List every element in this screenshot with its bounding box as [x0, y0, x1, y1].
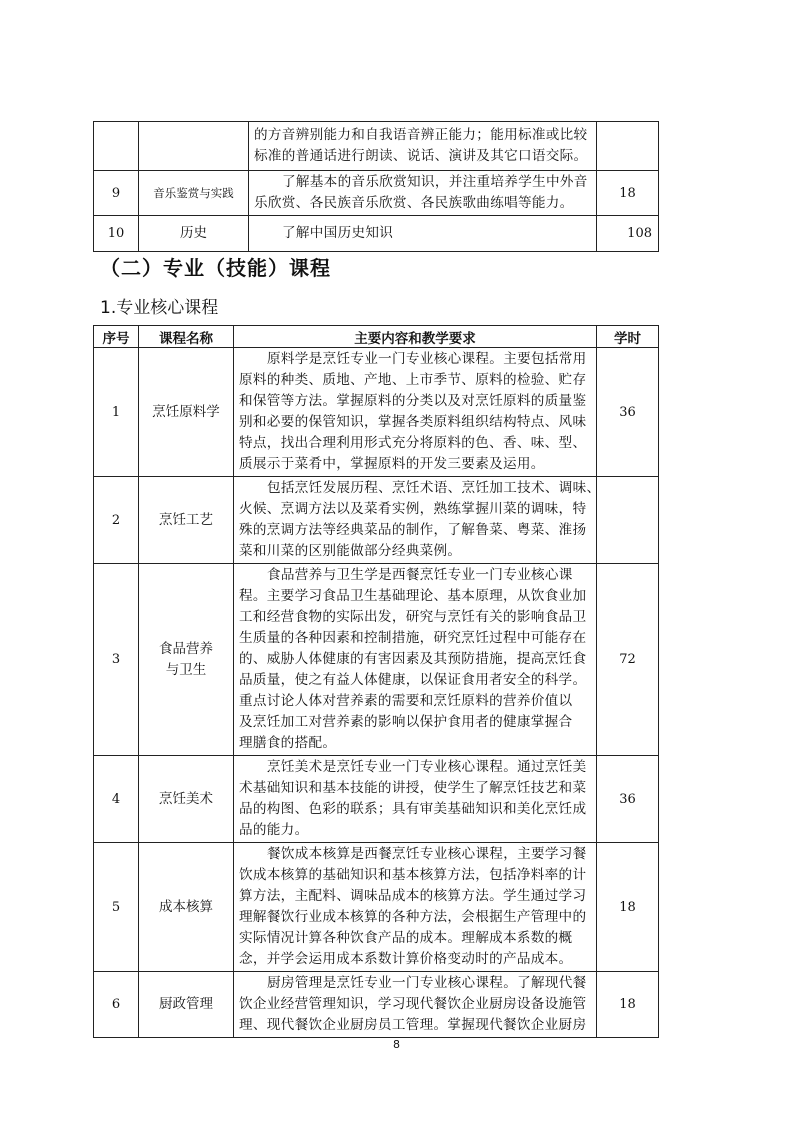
description-line: 烹饪美术是烹饪专业一门专业核心课程。通过烹饪美 — [267, 759, 587, 775]
description-line: 生质量的各种因素和控制措施，研究烹饪过程中可能存在 — [239, 630, 587, 646]
course-description — [234, 972, 597, 1038]
description-line: 术基础知识和基本技能的讲授，使学生了解烹饪技艺和菜 — [239, 780, 587, 796]
description-line: 饮企业经营管理知识，学习现代餐饮企业厨房设备设施管 — [239, 996, 587, 1012]
table-header-row — [94, 326, 659, 348]
core-courses-table — [93, 325, 659, 1038]
header-name: 课程名称 — [139, 326, 234, 348]
course-name — [139, 843, 234, 972]
course-name — [139, 122, 249, 171]
course-description — [234, 477, 601, 564]
course-hours: 36 — [597, 756, 659, 843]
course-name-line: 食品营养 — [159, 640, 213, 657]
course-description — [234, 756, 597, 843]
description-line: 厨房管理是烹饪专业一门专业核心课程。了解现代餐 — [267, 975, 587, 991]
course-name — [139, 756, 234, 843]
description-line: 理膳食的搭配。 — [239, 735, 337, 751]
course-hours: 18 — [597, 843, 659, 972]
description-line: 程。主要学习食品卫生基础理论、基本原理，从饮食业加 — [239, 588, 587, 604]
description-line: 品的构图、色彩的联系；具有审美基础知识和美化烹饪成 — [239, 801, 587, 817]
table-row — [94, 843, 659, 972]
course-description — [234, 843, 597, 972]
description-line: 了解基本的音乐欣赏知识，并注重培养学生中外音 — [282, 174, 588, 190]
course-name — [139, 477, 234, 564]
course-hours — [597, 477, 659, 564]
description-line: 特点，找出合理利用形式充分将原料的色、香、味、型、 — [239, 435, 587, 451]
description-line: 饮成本核算的基础知识和基本核算方法，包括净料率的计 — [239, 867, 587, 883]
description-line: 原料学是烹饪专业一门专业核心课程。主要包括常用 — [267, 351, 587, 367]
course-number: 2 — [94, 477, 139, 564]
course-name: 音乐鉴赏与实践 — [139, 171, 249, 216]
table-row — [94, 171, 659, 216]
course-number: 5 — [94, 843, 139, 972]
description-line: 质展示于菜肴中，掌握原料的开发三要素及运用。 — [239, 456, 545, 472]
description-line: 的、威胁人体健康的有害因素及其预防措施，提高烹饪食 — [239, 651, 587, 667]
course-name-line: 烹饪美术 — [159, 790, 213, 807]
description-line: 理解餐饮行业成本核算的各种方法，会根据生产管理中的 — [239, 909, 587, 925]
course-number — [94, 122, 139, 171]
description-line: 品质量，使之有益人体健康，以保证食用者安全的科学。 — [239, 672, 587, 688]
course-name-line: 成本核算 — [159, 898, 213, 915]
description-line: 餐饮成本核算是西餐烹饪专业核心课程，主要学习餐 — [267, 846, 587, 862]
description-line: 别和必要的保管知识，掌握各类原料组织结构特点、风味 — [239, 414, 587, 430]
description-line: 殊的烹调方法等经典菜品的制作，了解鲁菜、粤菜、淮扬 — [239, 522, 587, 538]
course-name-line: 烹饪工艺 — [159, 511, 213, 528]
course-number: 4 — [94, 756, 139, 843]
course-hours: 72 — [597, 564, 659, 756]
course-description — [234, 348, 597, 477]
course-number: 1 — [94, 348, 139, 477]
header-num: 序号 — [94, 326, 139, 348]
description-line: 食品营养与卫生学是西餐烹饪专业一门专业核心课 — [267, 567, 573, 583]
description-line: 原料的种类、质地、产地、上市季节、原料的检验、贮存 — [239, 372, 587, 388]
description-line: 算方法，主配料、调味品成本的核算方法。学生通过学习 — [239, 888, 587, 904]
table-row — [94, 348, 659, 477]
description-line: 的方音辨别能力和自我语音辨正能力；能用标准或比较 — [254, 127, 588, 143]
course-hours: 18 — [597, 972, 659, 1038]
table-row — [94, 972, 659, 1038]
course-number: 3 — [94, 564, 139, 756]
description-line: 包括烹饪发展历程、烹饪术语、烹饪加工技术、调味、 — [267, 480, 601, 496]
course-hours — [597, 122, 659, 171]
section-heading: （二）专业（技能）课程 — [100, 256, 331, 280]
description-line: 念，并学会运用成本系数计算价格变动时的产品成本。 — [239, 951, 573, 967]
course-name — [139, 564, 234, 756]
description-line: 理、现代餐饮企业厨房员工管理。掌握现代餐饮企业厨房 — [239, 1017, 587, 1033]
course-description — [249, 216, 597, 252]
description-line: 和保管等方法。掌握原料的分类以及对烹饪原料的质量鉴 — [239, 393, 587, 409]
course-description — [249, 171, 597, 216]
table-row — [94, 564, 659, 756]
course-name — [139, 972, 234, 1038]
general-courses-table-continued — [93, 121, 659, 252]
table-row — [94, 122, 659, 171]
course-hours: 36 — [597, 348, 659, 477]
course-number: 10 — [94, 216, 139, 252]
description-line: 及烹饪加工对营养素的影响以保护食用者的健康掌握合 — [239, 714, 573, 730]
table-row — [94, 477, 659, 564]
table-row — [94, 216, 659, 252]
course-description — [234, 564, 597, 756]
course-hours: 18 — [597, 171, 659, 216]
course-name-line: 与卫生 — [165, 661, 207, 678]
course-name-line: 厨政管理 — [159, 996, 213, 1012]
course-number: 6 — [94, 972, 139, 1038]
course-hours: 108 — [597, 216, 659, 252]
course-name-line: 烹饪原料学 — [152, 403, 220, 420]
course-name — [139, 348, 234, 477]
description-line: 重点讨论人体对营养素的需要和烹饪原料的营养价值以 — [239, 693, 573, 709]
description-line: 实际情况计算各种饮食产品的成本。理解成本系数的概 — [239, 930, 573, 946]
description-line: 品的能力。 — [239, 822, 309, 838]
course-description — [249, 122, 597, 171]
header-hours: 学时 — [597, 326, 659, 348]
description-line: 标准的普通话进行朗读、说话、演讲及其它口语交际。 — [254, 148, 588, 164]
description-line: 乐欣赏、各民族音乐欣赏、各民族歌曲练唱等能力。 — [254, 195, 574, 211]
course-name: 历史 — [139, 216, 249, 252]
description-line: 了解中国历史知识 — [282, 225, 394, 241]
description-line: 工和经营食物的实际出发，研究与烹饪有关的影响食品卫 — [239, 609, 587, 625]
page-number: 8 — [393, 1038, 400, 1051]
course-number: 9 — [94, 171, 139, 216]
description-line: 火候、烹调方法以及菜肴实例，熟练掌握川菜的调味，特 — [239, 501, 587, 517]
header-desc: 主要内容和教学要求 — [234, 326, 597, 348]
description-line: 菜和川菜的区别能做部分经典菜例。 — [239, 543, 462, 559]
subsection-heading: 1.专业核心课程 — [100, 298, 219, 318]
table-row — [94, 756, 659, 843]
